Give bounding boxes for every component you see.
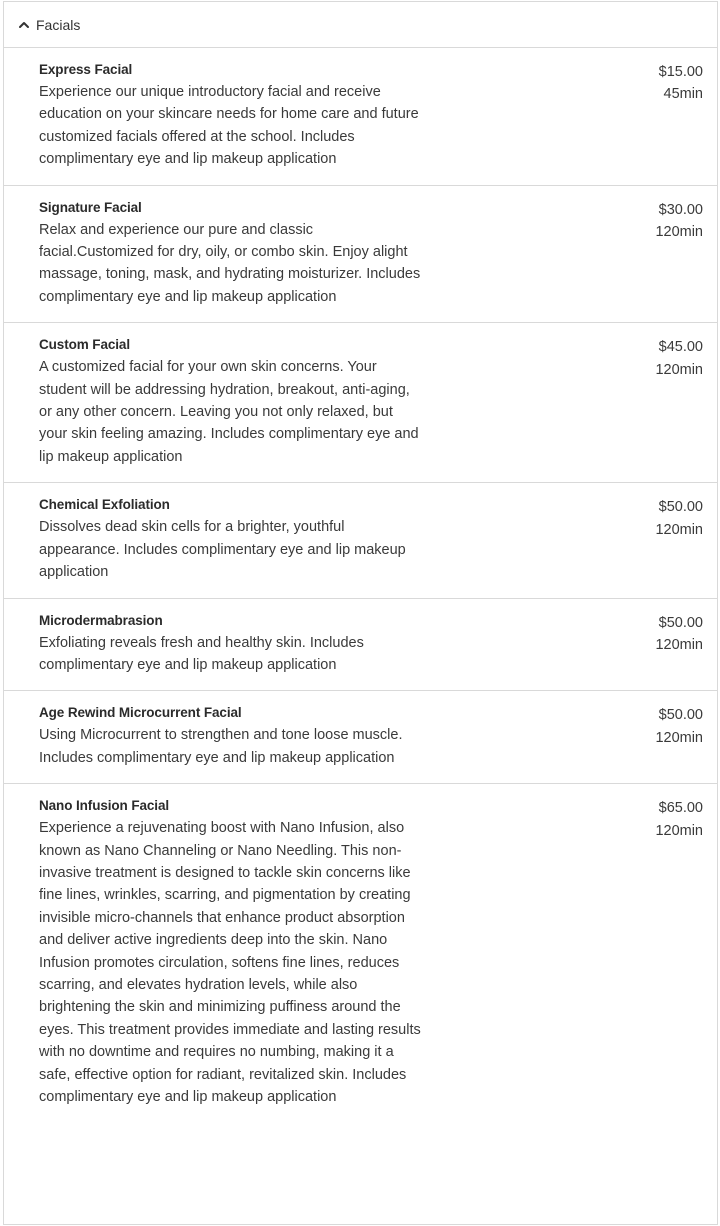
service-name: Express Facial xyxy=(39,62,133,77)
service-price: $65.00 xyxy=(658,800,703,817)
service-description: A customized facial for your own skin concerns. Your student will be addressing hydration, breakout, anti-aging, or any other concern. Leaving you not only relaxed, but your skin feeling amazing. Includes complimentary eye and lip makeup application xyxy=(39,359,419,465)
service-name: Custom Facial xyxy=(39,337,130,353)
service-meta xyxy=(655,612,703,657)
service-meta xyxy=(655,336,703,381)
service-price: $50.00 xyxy=(658,707,703,724)
service-price: $15.00 xyxy=(658,64,703,80)
service-duration: 45min xyxy=(663,86,703,103)
service-price: $50.00 xyxy=(658,614,703,631)
service-description: Using Microcurrent to strengthen and tone loose muscle. Includes complimentary eye and lip makeup application xyxy=(39,727,403,766)
service-meta xyxy=(655,704,703,749)
service-price: $30.00 xyxy=(658,201,703,218)
service-duration: 120min xyxy=(655,729,703,746)
service-item-chemical-exfoliation[interactable] xyxy=(4,483,717,598)
service-description: Experience a rejuvenating boost with Nano Infusion, also known as Nano Channeling or Nano Needling. This non-invasive treatment is designed to tackle skin concerns like fine lines, wrinkles, scarring, and pigmentation by creating invisible micro-channels that enhance product absorption and deliver active ingredients deep into the skin. Nano Infusion promotes circulation, softens fine lines, reduces scarring, and elevates hydration levels, while also brightening the skin and minimizing puffiness around the eyes. This treatment provides immediate and lasting results with no downtime and requires no numbing, making it a safe, effective option for radiant, revitalized skin. Includes complimentary eye and lip makeup application xyxy=(39,820,421,1105)
service-description: Relax and experience our pure and classic facial.Customized for dry, oily, or combo skin. Enjoy alight massage, toning, mask, and hydrating moisturizer. Includes complimentary eye and lip makeup application xyxy=(39,221,421,305)
section-title: Facials xyxy=(36,16,81,33)
service-duration: 120min xyxy=(655,361,703,378)
service-name: Nano Infusion Facial xyxy=(39,798,170,814)
facials-section-header[interactable] xyxy=(4,2,717,48)
service-duration: 120min xyxy=(655,224,703,241)
service-item-custom-facial[interactable] xyxy=(4,323,717,483)
service-name: Signature Facial xyxy=(39,199,142,215)
service-name: Age Rewind Microcurrent Facial xyxy=(39,705,242,721)
service-list xyxy=(4,48,717,1122)
service-meta xyxy=(655,199,703,244)
chevron-up-icon[interactable] xyxy=(16,17,32,33)
service-item-microdermabrasion[interactable] xyxy=(4,599,717,692)
service-description: Exfoliating reveals fresh and healthy skin. Includes complimentary eye and lip makeup application xyxy=(39,634,364,673)
service-name: Microdermabrasion xyxy=(39,612,163,628)
service-item-express-facial[interactable] xyxy=(4,48,717,186)
facials-accordion xyxy=(3,1,718,1225)
service-duration: 120min xyxy=(655,521,703,538)
service-meta xyxy=(655,797,703,842)
service-meta xyxy=(659,61,703,106)
service-meta xyxy=(655,496,703,541)
service-duration: 120min xyxy=(655,822,703,839)
service-item-age-rewind-microcurrent-facial[interactable] xyxy=(4,691,717,784)
service-price: $45.00 xyxy=(658,339,703,356)
service-description: Dissolves dead skin cells for a brighter, youthful appearance. Includes complimentary eye and lip makeup application xyxy=(39,519,406,581)
service-item-nano-infusion-facial[interactable] xyxy=(4,784,717,1122)
service-name: Chemical Exfoliation xyxy=(39,497,170,513)
service-duration: 120min xyxy=(655,636,703,653)
service-item-signature-facial[interactable] xyxy=(4,186,717,324)
service-price: $50.00 xyxy=(658,499,703,516)
service-description: Experience our unique introductory facial and receive education on your skincare needs for home care and future customized facials offered at the school. Includes complimentary eye and lip makeup application xyxy=(39,84,419,168)
